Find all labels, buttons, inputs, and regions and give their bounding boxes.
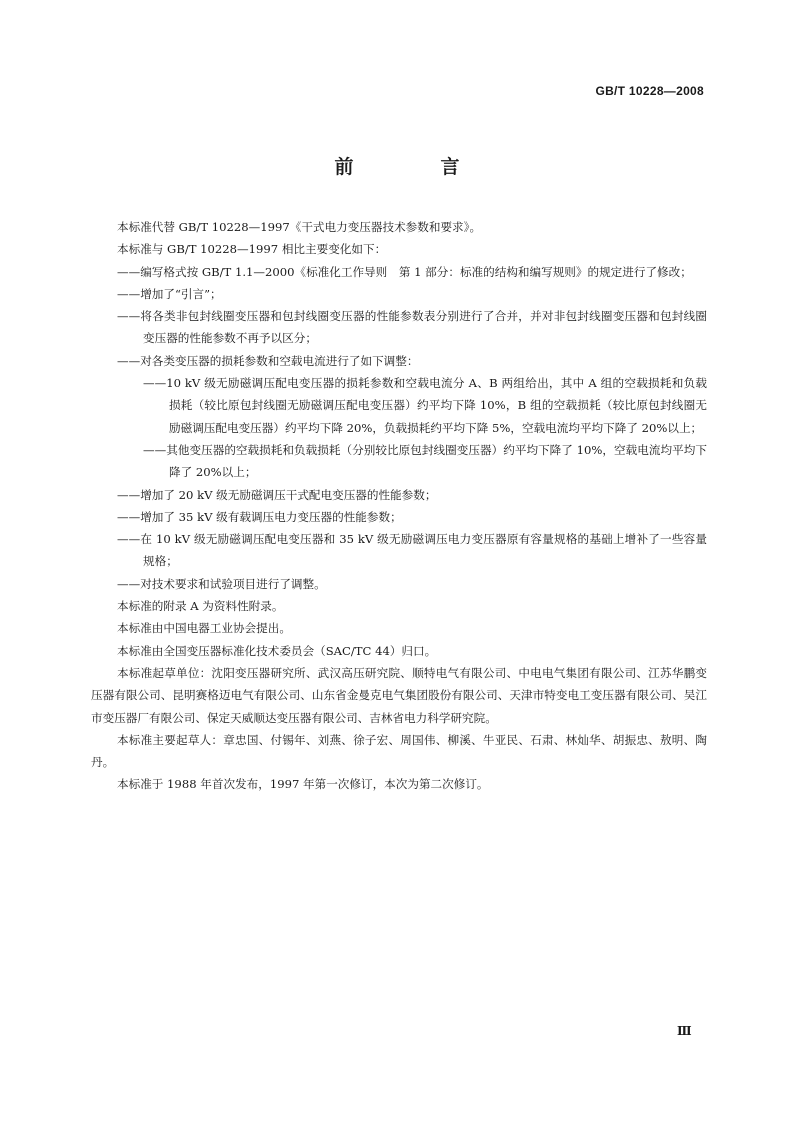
paragraph: 本标准由中国电器工业协会提出。 xyxy=(117,621,291,636)
page-number: Ⅲ xyxy=(677,1024,692,1038)
paragraph: 本标准于 1988 年首次发布，1997 年第一次修订，本次为第二次修订。 xyxy=(117,777,489,792)
sub-list-item: ——10 kV 级无励磁调压配电变压器的损耗参数和空载电流分 A、B 两组给出，其中 A 组的空载损耗和负载损耗（较比原包封线圈无励磁调压配电变压器）约平均下降 10%，B 组的空载损耗（较比原包封线圈无励磁调压配电变压器）约平均下降 20%，负载损耗约平均下降 5%，空载电流均平均下降了 20%以上； xyxy=(143,376,707,435)
list-item: ——对各类变压器的损耗参数和空载电流进行了如下调整： xyxy=(117,353,419,368)
list-item: ——在 10 kV 级无励磁调压配电变压器和 35 kV 级无励磁调压电力变压器原有容量规格的基础上增补了一些容量规格； xyxy=(117,532,707,569)
standard-code: GB/T 10228—2008 xyxy=(595,84,704,98)
list-item: ——将各类非包封线圈变压器和包封线圈变压器的性能参数表分别进行了合并，并对非包封线圈变压器和包封线圈变压器的性能参数不再予以区分； xyxy=(117,309,707,346)
paragraph: 本标准主要起草人：章忠国、付锡年、刘燕、徐子宏、周国伟、柳溪、牛亚民、石肃、林灿华、胡振忠、敖明、陶丹。 xyxy=(91,732,707,770)
paragraph: 本标准代替 GB/T 10228—1997《干式电力变压器技术参数和要求》。 xyxy=(117,220,482,234)
page-title: 前 言 xyxy=(334,156,494,178)
list-item: ——增加了 20 kV 级无励磁调压干式配电变压器的性能参数； xyxy=(117,487,437,502)
list-item: ——增加了 35 kV 级有载调压电力变压器的性能参数； xyxy=(117,509,402,524)
sub-list-item: ——其他变压器的空载损耗和负载损耗（分别较比原包封线圈变压器）约平均下降了 10%，空载电流均平均下降了 20%以上； xyxy=(143,442,707,480)
paragraph: 本标准的附录 A 为资料性附录。 xyxy=(117,599,284,614)
preface-body xyxy=(91,216,707,796)
paragraph: 本标准起草单位：沈阳变压器研究所、武汉高压研究院、顺特电气有限公司、中电电气集团有限公司、江苏华鹏变压器有限公司、昆明赛格迈电气有限公司、山东省金曼克电气集团股份有限公司、天津市特变电工变压器有限公司、吴江市变压器厂有限公司、保定天威顺达变压器有限公司、吉林省电力科学研究院。 xyxy=(91,665,707,725)
paragraph: 本标准由全国变压器标准化技术委员会（SAC/TC 44）归口。 xyxy=(117,643,437,658)
paragraph: 本标准与 GB/T 10228—1997 相比主要变化如下： xyxy=(117,242,387,257)
list-item: ——增加了“引言”； xyxy=(117,286,222,301)
list-item: ——编写格式按 GB/T 1.1—2000《标准化工作导则 第 1 部分：标准的结构和编写规则》的规定进行了修改； xyxy=(117,264,692,279)
list-item: ——对技术要求和试验项目进行了调整。 xyxy=(117,576,326,591)
